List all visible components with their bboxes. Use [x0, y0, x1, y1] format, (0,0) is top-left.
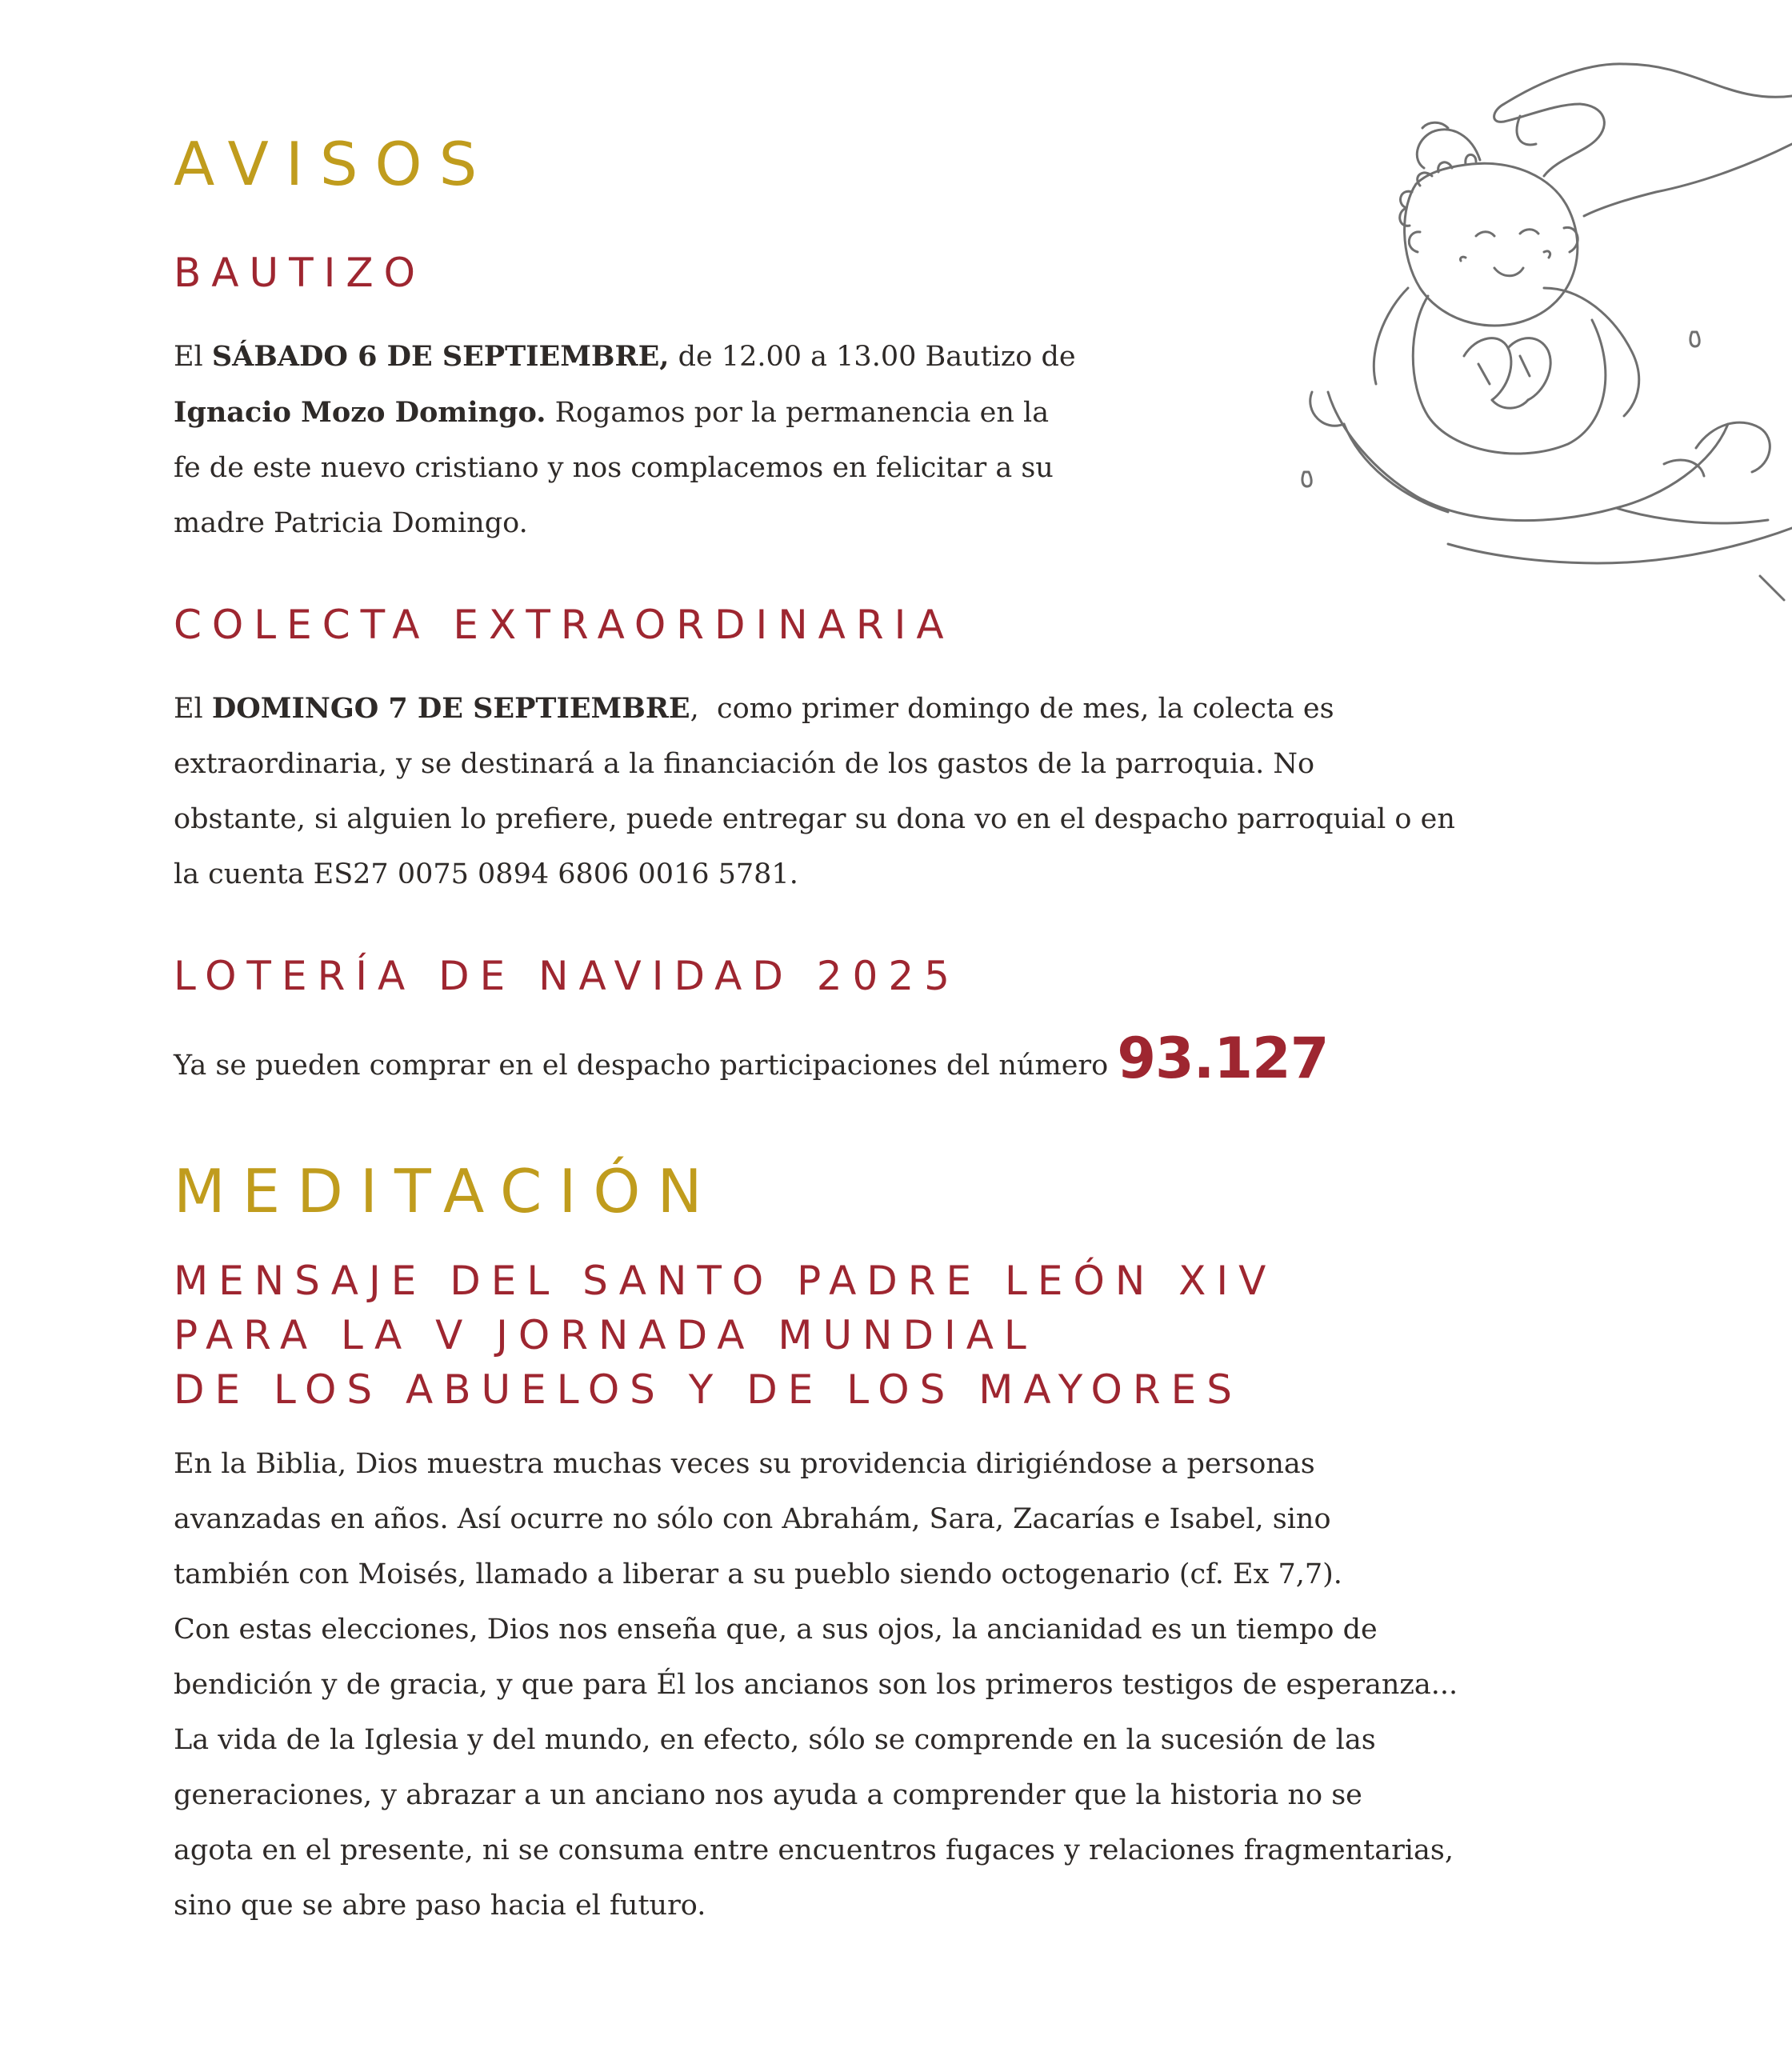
bautizo-name: Ignacio Mozo Domingo.: [174, 396, 546, 429]
bautizo-text: El SÁBADO 6 DE SEPTIEMBRE, de 12.00 a 13.00 Bautizo de Ignacio Mozo Domingo. Rogamos por la permanencia en la fe de este nuevo cristiano y nos complacemos en felicitar a su madre Patricia Domingo.: [174, 340, 1076, 539]
avisos-title: AVISOS: [174, 129, 494, 199]
colecta-text: El DOMINGO 7 DE SEPTIEMBRE, como primer domingo de mes, la colecta es extraordinaria, y se destinará a la financiación de los gastos de la parroquia. No obstante, si alguien lo prefiere, puede entregar su dona vo en el despacho parroquial o en la cuenta ES27 0075 0894 6806 0016 5781.: [174, 692, 1455, 890]
bautizo-date: SÁBADO 6 DE SEPTIEMBRE,: [211, 340, 670, 373]
loteria-text: Ya se pueden comprar en el despacho participaciones del número 93.127: [174, 1026, 1329, 1091]
loteria-heading: LOTERÍA DE NAVIDAD 2025: [174, 953, 960, 999]
bautizo-heading: BAUTIZO: [174, 250, 426, 296]
meditacion-heading: MENSAJE DEL SANTO PADRE LEÓN XIV PARA LA V JORNADA MUNDIAL DE LOS ABUELOS Y DE LOS MAYORES: [174, 1258, 1277, 1413]
lottery-number: 93.127: [1117, 1026, 1329, 1091]
colecta-heading: COLECTA EXTRAORDINARIA: [174, 602, 954, 648]
meditacion-body: En la Biblia, Dios muestra muchas veces su providencia dirigiéndose a personas avanzadas en años. Así ocurre no sólo con Abrahám, Sara, Zacarías e Isabel, sino también con Moisés, llamado a liberar a su pueblo siendo octogenario (cf. Ex 7,7). Con estas elecciones, Dios nos enseña que, a sus ojos, la ancianidad es un tiempo de bendición y de gracia, y que para Él los ancianos son los primeros testigos de esperanza... La vida de la Iglesia y del mundo, en efecto, sólo se comprende en la sucesión de las generaciones, y abrazar a un anciano nos ayuda a comprender que la historia no se agota en el presente, ni se consuma entre encuentros fugaces y relaciones fragmentarias, sino que se abre paso hacia el futuro.: [174, 1448, 1458, 1922]
baptism-illustration-icon: [1280, 48, 1792, 608]
meditacion-title: MEDITACIÓN: [174, 1156, 719, 1226]
colecta-date: DOMINGO 7 DE SEPTIEMBRE: [211, 692, 690, 725]
